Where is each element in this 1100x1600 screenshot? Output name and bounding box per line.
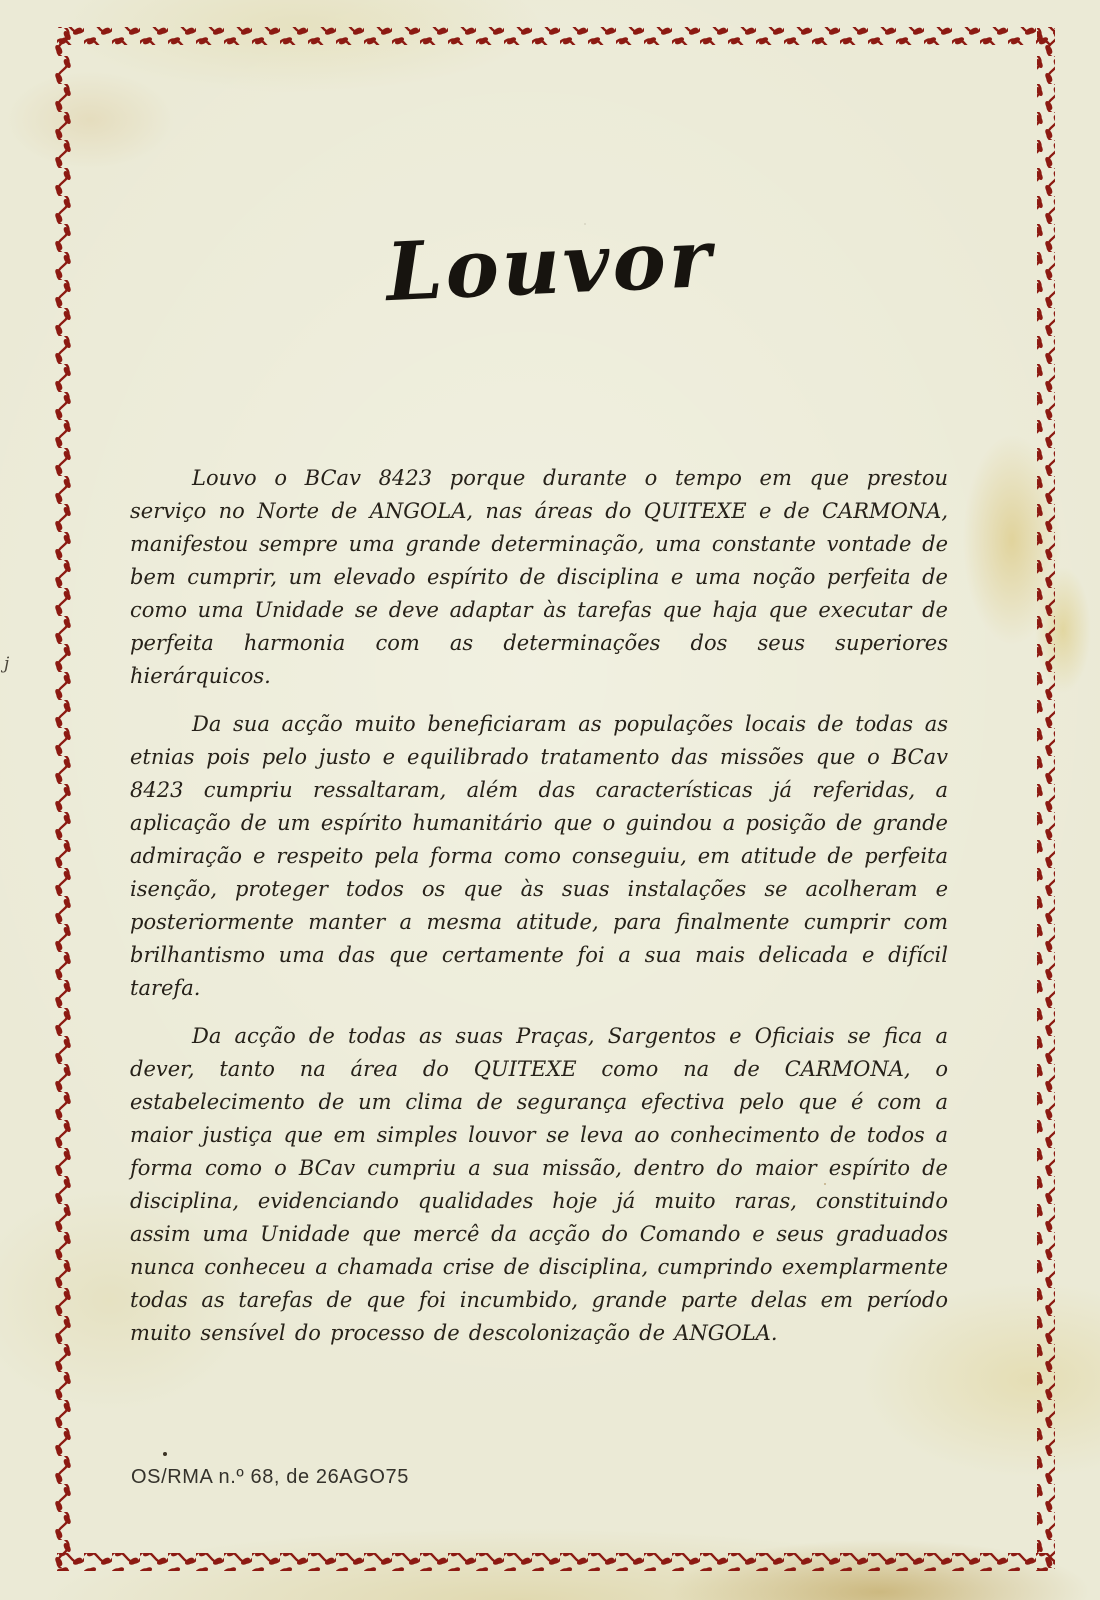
order-of-service-reference: OS/RMA n.º 68, de 26AGO75 <box>131 1466 409 1488</box>
paragraph-2: Da sua acção muito beneficiaram as populações locais de todas as etnias pois pelo justo e equilibrado tratamento das missões que o BCav 8423 cumpriu ressaltaram, além das características já referidas, a aplicação de um espírito humanitário que o guindou a posição de grande admiração e respeito pela forma como conseguiu, em atitude de perfeita isenção, proteger todos os que às suas instalações se acolheram e posteriormente manter a mesma atitude, para finalmente cumprir com brilhantismo uma das que certamente foi a sua mais delicada e difícil tarefa. <box>130 712 948 1000</box>
paragraph-1: Louvo o BCav 8423 porque durante o tempo em que prestou serviço no Norte de ANGOLA, nas áreas do QUITEXE e de CARMONA, manifestou sempre uma grande determinação, uma constante vontade de bem cumprir, um elevado espírito de disciplina e uma noção perfeita de como uma Unidade se deve adaptar às tarefas que haja que executar de perfeita harmonia com as determinações dos seus superiores hierárquicos. <box>130 466 948 688</box>
paper-speck <box>163 1452 167 1456</box>
document-title: Louvor <box>384 210 716 320</box>
border-top <box>57 27 1055 45</box>
border-bottom <box>57 1553 1055 1571</box>
stray-ink-mark: j <box>4 654 10 674</box>
paragraph-3: Da acção de todas as suas Praças, Sargentos e Oficiais se fica a dever, tanto na área do QUITEXE como na de CARMONA, o estabelecimento de um clima de segurança efectiva pelo que é com a maior justiça que em simples louvor se leva ao conhecimento de todos a forma como o BCav cumpriu a sua missão, dentro do maior espírito de disciplina, evidenciando qualidades hoje já muito raras, constituindo assim uma Unidade que mercê da acção do Comando e seus graduados nunca conheceu a chamada crise de disciplina, cumprindo exemplarmente todas as tarefas de que foi incumbido, grande parte delas em período muito sensível do processo de descolonização de ANGOLA. <box>130 1024 948 1345</box>
document-body <box>130 462 948 1365</box>
